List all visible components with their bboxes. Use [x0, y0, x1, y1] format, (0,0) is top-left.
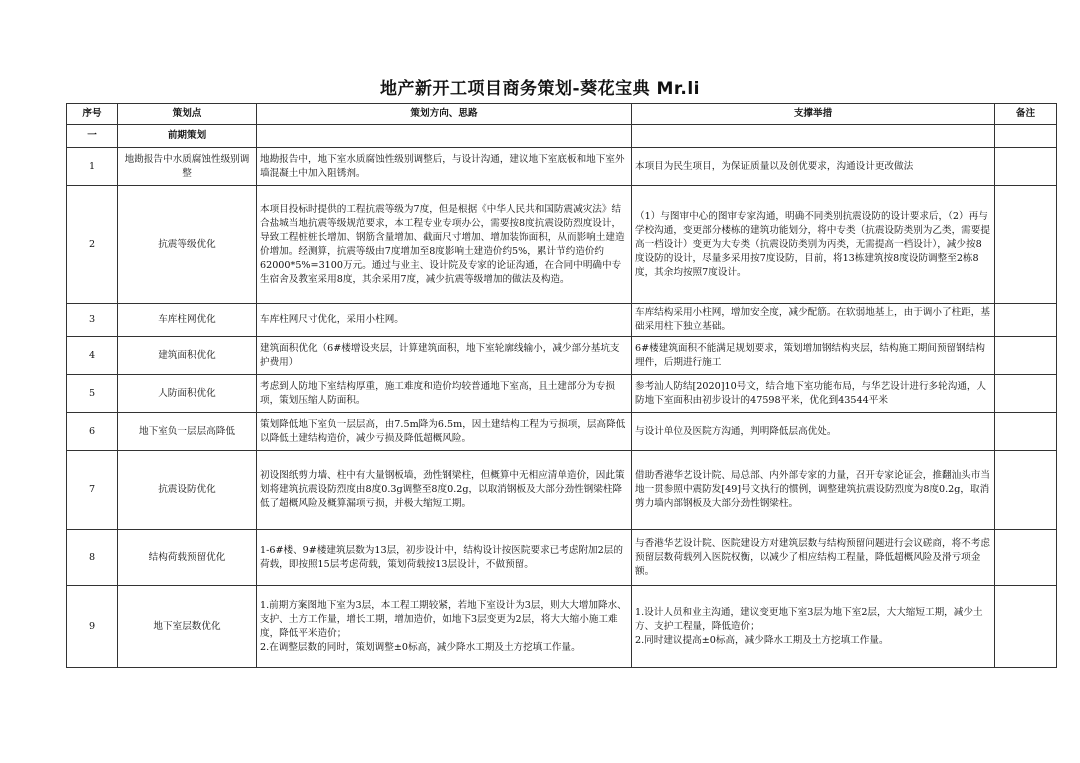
table-row [67, 337, 1057, 375]
table-row [67, 375, 1057, 413]
row-point: 车库柱网优化 [118, 304, 257, 337]
table-row [67, 451, 1057, 530]
section-number: 一 [67, 125, 118, 148]
table-row [67, 148, 1057, 186]
row-seq: 2 [67, 186, 118, 304]
row-direction: 建筑面积优化（6#楼增设夹层，计算建筑面积，地下室轮廓线输小，减少部分基坑支护费用） [257, 337, 632, 375]
row-measures: 与香港华艺设计院、医院建设方对建筑层数与结构预留问题进行会议磋商，将不考虑预留层数荷载列入医院权衡，以减少了相应结构工程量，降低超概风险及滑亏项金额。 [632, 530, 995, 586]
row-direction: 1-6#楼、9#楼建筑层数为13层，初步设计中，结构设计按医院要求已考虑附加2层的荷载，即按照15层考虑荷载，策划荷载按13层设计，不做预留。 [257, 530, 632, 586]
row-measures: 1.设计人员和业主沟通，建议变更地下室3层为地下室2层，大大缩短工期，减少土方、支护工程量，降低造价； 2.同时建议提高±0标高，减少降水工期及土方挖填工作量。 [632, 586, 995, 668]
row-measures: 6#楼建筑面积不能满足规划要求，策划增加钢结构夹层，结构施工期间预留钢结构埋件，后期进行施工 [632, 337, 995, 375]
row-seq: 5 [67, 375, 118, 413]
table-row [67, 530, 1057, 586]
row-measures: 与设计单位及医院方沟通，判明降低层高优处。 [632, 413, 995, 451]
row-remarks [995, 186, 1057, 304]
row-remarks [995, 337, 1057, 375]
row-direction: 考虑到人防地下室结构厚重，施工难度和造价均较普通地下室高，且土建部分为专损项，策划压缩人防面积。 [257, 375, 632, 413]
row-measures: 参考汕人防结[2020]10号文，结合地下室功能布局，与华艺设计进行多轮沟通，人防地下室面积由初步设计的47598平米，优化到43544平米 [632, 375, 995, 413]
row-seq: 3 [67, 304, 118, 337]
section-name: 前期策划 [118, 125, 257, 148]
row-point: 人防面积优化 [118, 375, 257, 413]
section-row [67, 125, 1057, 148]
row-seq: 6 [67, 413, 118, 451]
header-row [67, 104, 1057, 125]
row-remarks [995, 304, 1057, 337]
sheet-title: 地产新开工项目商务策划-葵花宝典 Mr.li [380, 79, 700, 99]
row-seq: 9 [67, 586, 118, 668]
row-measures: 借助香港华艺设计院、局总部、内外部专家的力量，召开专家论证会，推翻汕头市当地一贯参照中震防发[49]号文执行的惯例，调整建筑抗震设防烈度为8度0.2g，取消剪力墙内部钢板及大部分劲性钢梁柱。 [632, 451, 995, 530]
row-direction: 地勘报告中，地下室水质腐蚀性级别调整后，与设计沟通，建议地下室底板和地下室外墙混凝土中加入阻锈剂。 [257, 148, 632, 186]
row-remarks [995, 148, 1057, 186]
row-remarks [995, 451, 1057, 530]
row-direction: 本项目投标时提供的工程抗震等级为7度，但是根据《中华人民共和国防震减灾法》结合盐城当地抗震等级规范要求，本工程专业专项办公，需要按8度抗震设防烈度设计，导致工程桩桩长增加、钢筋含量增加、截面尺寸增加、增加装饰面积，从而影响土建造价增加。经测算，抗震等级由7度增加至8度影响土建造价约5%，累计节约造价约62000*5%=3100万元。通过与业主、设计院及专家的论证沟通，在合同中明确中专生宿舍及教室采用8度，其余采用7度，减少抗震等级增加的做法及构造。 [257, 186, 632, 304]
row-direction: 车库柱网尺寸优化，采用小柱网。 [257, 304, 632, 337]
header-direction: 策划方向、思路 [257, 104, 632, 125]
header-measures: 支撑举措 [632, 104, 995, 125]
row-remarks [995, 530, 1057, 586]
header-point: 策划点 [118, 104, 257, 125]
row-seq: 8 [67, 530, 118, 586]
row-direction: 初设图纸剪力墙、柱中有大量钢板墙，劲性钢梁柱，但概算中无相应清单造价，因此策划将建筑抗震设防烈度由8度0.3g调整至8度0.2g，以取消钢板及大部分劲性钢梁柱降低了超概风险及概算漏项亏损，并极大缩短工期。 [257, 451, 632, 530]
row-direction: 1.前期方案图地下室为3层，本工程工期较紧，若地下室设计为3层，则大大增加降水、支护、土方工作量，增长工期，增加造价，如地下3层变更为2层，将大大缩小施工难度，降低平米造价； 2.在调整层数的同时，策划调整±0标高，减少降水工期及土方挖填工作量。 [257, 586, 632, 668]
table-row [67, 413, 1057, 451]
header-remarks: 备注 [995, 104, 1057, 125]
header-seq: 序号 [67, 104, 118, 125]
row-remarks [995, 375, 1057, 413]
row-point: 结构荷载预留优化 [118, 530, 257, 586]
table-row [67, 586, 1057, 668]
row-remarks [995, 413, 1057, 451]
row-point: 地勘报告中水质腐蚀性级别调整 [118, 148, 257, 186]
row-seq: 1 [67, 148, 118, 186]
row-point: 建筑面积优化 [118, 337, 257, 375]
row-direction: 策划降低地下室负一层层高，由7.5m降为6.5m，因土建结构工程为亏损项，层高降低以降低土建结构造价，减少亏损及降低超概风险。 [257, 413, 632, 451]
row-point: 地下室层数优化 [118, 586, 257, 668]
row-measures: 车库结构采用小柱网，增加安全度，减少配筋。在软弱地基上，由于调小了柱距，基础采用柱下独立基础。 [632, 304, 995, 337]
row-measures: （1）与图审中心的图审专家沟通，明确不同类别抗震设防的设计要求后，（2）再与学校沟通，变更部分楼栋的建筑功能划分，将中专类（抗震设防类别为乙类，需要提高一档设计）变更为大专类（抗震设防类别为丙类，无需提高一档设计），减少按8度设防的设计，尽量多采用按7度设防，目前，将13栋建筑按8度设防调整至2栋8度，其余均按照7度设计。 [632, 186, 995, 304]
row-seq: 4 [67, 337, 118, 375]
row-point: 抗震设防优化 [118, 451, 257, 530]
row-measures: 本项目为民生项目，为保证质量以及创优要求，沟通设计更改做法 [632, 148, 995, 186]
table-row [67, 186, 1057, 304]
row-point: 地下室负一层层高降低 [118, 413, 257, 451]
row-point: 抗震等级优化 [118, 186, 257, 304]
row-seq: 7 [67, 451, 118, 530]
strategy-table [66, 103, 1057, 668]
row-remarks [995, 586, 1057, 668]
table-row [67, 304, 1057, 337]
